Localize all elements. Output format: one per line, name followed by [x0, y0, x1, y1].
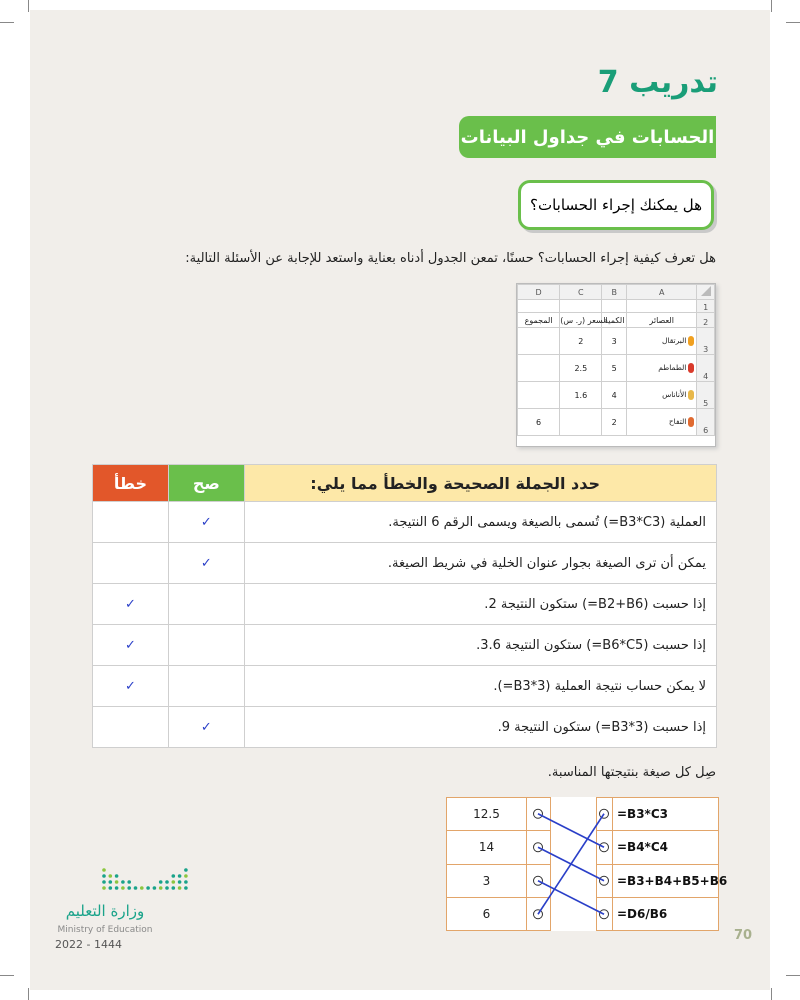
logo-dot	[102, 874, 106, 878]
connection-line	[538, 847, 604, 881]
select-all-corner	[697, 285, 715, 300]
logo-dot	[115, 874, 119, 878]
logo-dot	[127, 886, 131, 890]
cell-total: 6	[518, 409, 560, 436]
column-header-b: B	[602, 285, 627, 300]
crop-mark	[786, 22, 800, 23]
row-number: 4	[697, 355, 715, 382]
logo-english-text: Ministry of Education	[57, 925, 153, 935]
tf-row	[93, 625, 717, 666]
logo-dot	[184, 886, 188, 890]
logo-dot	[159, 886, 163, 890]
logo-arabic-text: وزارة التعليم	[65, 902, 145, 920]
crop-mark	[771, 988, 772, 1000]
false-cell[interactable]	[93, 543, 169, 584]
tomato-juice-icon	[688, 363, 694, 373]
tf-row	[93, 707, 717, 748]
logo-dot	[172, 874, 176, 878]
logo-dot	[159, 880, 163, 884]
false-cell[interactable]	[93, 666, 169, 707]
logo-dot	[172, 880, 176, 884]
row-number: 1	[697, 300, 715, 313]
question-box: هل يمكنك إجراء الحسابات؟	[518, 180, 714, 230]
true-header: صح	[168, 465, 244, 502]
row-number: 3	[697, 328, 715, 355]
logo-dot	[140, 886, 144, 890]
row-number: 5	[697, 382, 715, 409]
checkmark-icon: ✓	[125, 637, 136, 653]
logo-dot	[109, 874, 113, 878]
spreadsheet	[516, 283, 716, 447]
column-header-c: C	[560, 285, 602, 300]
tf-row	[93, 584, 717, 625]
logo-dot	[134, 886, 138, 890]
statement-text: إذا حسبت (B3*3=) ستكون النتيجة 9.	[244, 707, 716, 748]
section-banner: الحسابات في جداول البيانات	[459, 116, 716, 158]
logo-dot	[115, 886, 119, 890]
checkmark-icon: ✓	[200, 719, 212, 735]
cell-fruit: التفاح	[668, 417, 687, 426]
crop-mark	[0, 22, 14, 23]
cell-total	[518, 355, 560, 382]
false-cell[interactable]	[93, 707, 169, 748]
logo-dot	[178, 886, 182, 890]
logo-dot	[102, 868, 106, 872]
false-cell[interactable]	[93, 584, 169, 625]
row-number: 2	[697, 313, 715, 328]
logo-dot	[121, 880, 125, 884]
header-fruit: العصائر	[627, 313, 697, 328]
header-price: السعر (ر. س)	[560, 313, 602, 328]
statement-text: إذا حسبت (B2+B6=) ستكون النتيجة 2.	[244, 584, 716, 625]
page-number: 70	[734, 928, 753, 943]
ministry-logo	[55, 862, 205, 952]
cell-qty: 2	[602, 409, 627, 436]
cell-fruit: الطماطم	[658, 363, 687, 372]
logo-dots-icon	[100, 862, 190, 892]
page-title: تدريب 7	[597, 65, 718, 100]
column-header-d: D	[518, 285, 560, 300]
statement-text: لا يمكن حساب نتيجة العملية (B3*3=).	[244, 666, 716, 707]
crop-mark	[0, 975, 14, 976]
crop-mark	[786, 975, 800, 976]
statement-text: إذا حسبت (B6*C5=) ستكون النتيجة 3.6.	[244, 625, 716, 666]
false-header: خطأ	[93, 465, 169, 502]
checkmark-icon: ✓	[125, 678, 136, 694]
cell-total	[518, 382, 560, 409]
result-cell: 3	[447, 864, 527, 897]
tf-row	[93, 543, 717, 584]
logo-dot	[184, 868, 188, 872]
logo-year: 2022 - 1444	[55, 938, 122, 951]
logo-dot	[127, 880, 131, 884]
pineapple-juice-icon	[688, 390, 694, 400]
result-cell: 12.5	[447, 798, 527, 831]
true-cell[interactable]	[168, 666, 244, 707]
statement-text: يمكن أن ترى الصيغة بجوار عنوان الخلية في شريط الصيغة.	[244, 543, 716, 584]
cell-total	[518, 328, 560, 355]
true-cell[interactable]	[168, 625, 244, 666]
tf-row	[93, 502, 717, 543]
logo-dot	[109, 886, 113, 890]
logo-dot	[165, 886, 169, 890]
logo-dot	[121, 886, 125, 890]
logo-dot	[184, 880, 188, 884]
tf-row	[93, 666, 717, 707]
true-cell[interactable]	[168, 502, 244, 543]
cell-qty: 4	[602, 382, 627, 409]
logo-dot	[115, 880, 119, 884]
logo-dot	[102, 886, 106, 890]
connection-line	[538, 881, 604, 915]
crop-mark	[28, 0, 29, 12]
false-cell[interactable]	[93, 625, 169, 666]
cell-price: 1.6	[560, 382, 602, 409]
apple-juice-icon	[688, 417, 694, 427]
formula-cell: =B4*C4	[613, 831, 719, 864]
tf-question-header: حدد الجملة الصحيحة والخطأ مما يلي:	[244, 465, 716, 502]
true-cell[interactable]	[168, 707, 244, 748]
logo-dot	[153, 886, 157, 890]
checkmark-icon: ✓	[200, 555, 212, 571]
logo-dot	[184, 874, 188, 878]
orange-juice-icon	[688, 336, 694, 346]
checkmark-icon: ✓	[125, 596, 136, 612]
logo-dot	[178, 874, 182, 878]
cell-qty: 3	[602, 328, 627, 355]
logo-dot	[172, 886, 176, 890]
header-total: المجموع	[518, 313, 560, 328]
cell-price: 2	[560, 328, 602, 355]
crop-mark	[28, 988, 29, 1000]
formula-cell: =B3*C3	[613, 798, 719, 831]
crop-mark	[771, 0, 772, 12]
logo-dot	[109, 880, 113, 884]
logo-dot	[178, 880, 182, 884]
logo-dot	[146, 886, 150, 890]
statement-text: العملية (B3*C3=) تُسمى بالصيغة ويسمى الرقم 6 النتيجة.	[244, 502, 716, 543]
false-cell[interactable]	[93, 502, 169, 543]
logo-dot	[165, 880, 169, 884]
matching-lines	[446, 797, 718, 931]
formula-cell: =B3+B4+B5+B6	[613, 864, 719, 897]
result-cell: 14	[447, 831, 527, 864]
matching-instruction: صِل كل صيغة بنتيجتها المناسبة.	[547, 765, 716, 780]
true-cell[interactable]	[168, 584, 244, 625]
cell-price	[560, 409, 602, 436]
connection-line	[538, 814, 604, 848]
row-number: 6	[697, 409, 715, 436]
matching-table	[446, 797, 728, 931]
result-cell: 6	[447, 897, 527, 930]
true-false-table	[92, 464, 717, 748]
logo-dot	[102, 880, 106, 884]
cell-price: 2.5	[560, 355, 602, 382]
checkmark-icon: ✓	[200, 514, 212, 530]
cell-fruit: البرتقال	[661, 336, 687, 345]
formula-cell: =D6/B6	[613, 897, 719, 930]
column-header-a: A	[627, 285, 697, 300]
intro-text: هل تعرف كيفية إجراء الحسابات؟ حسنًا، تمعن الجدول أدناه بعناية واستعد للإجابة عن الأسئلة التالية:	[185, 251, 716, 266]
cell-fruit: الأناناس	[662, 390, 687, 399]
true-cell[interactable]	[168, 543, 244, 584]
cell-qty: 5	[602, 355, 627, 382]
header-qty: الكمية	[602, 313, 627, 328]
